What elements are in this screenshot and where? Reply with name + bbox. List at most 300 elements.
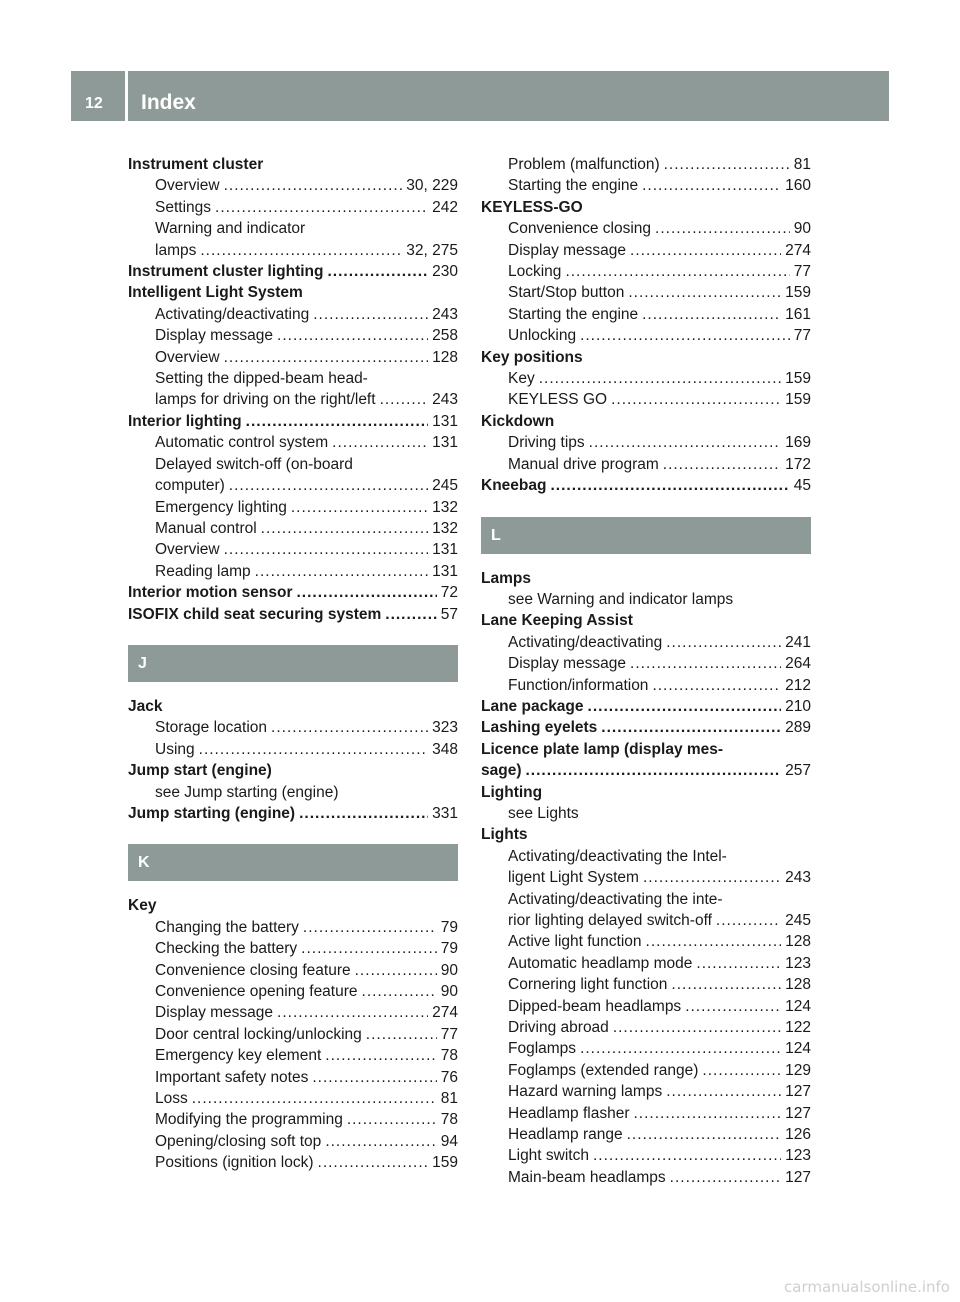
index-subentry[interactable] [128, 981, 458, 1002]
index-subentry[interactable] [128, 960, 458, 981]
index-subentry[interactable] [128, 347, 458, 368]
leader-dots [580, 1038, 781, 1059]
index-term: Automatic headlamp mode [508, 954, 693, 972]
index-subentry[interactable] [128, 1067, 458, 1088]
index-heading [128, 696, 458, 717]
leader-dots [643, 867, 781, 888]
index-subentry[interactable] [481, 218, 811, 239]
index-term: Automatic control system [155, 434, 329, 452]
index-term: Locking [508, 263, 562, 281]
leader-dots [255, 561, 428, 582]
page-reference[interactable]: 90 [440, 983, 458, 1000]
index-term: lamps [155, 241, 197, 259]
leader-dots [327, 261, 428, 282]
index-subentry[interactable] [128, 518, 458, 539]
index-term: Kneebag [481, 477, 547, 495]
index-term: Storage location [155, 719, 268, 737]
leader-dots [332, 432, 428, 453]
leader-dots [313, 304, 428, 325]
index-subentry[interactable] [481, 304, 811, 325]
leader-dots [611, 389, 781, 410]
index-term: Foglamps [508, 1040, 577, 1058]
page-reference[interactable]: 90 [440, 961, 458, 979]
index-term: Kickdown [481, 412, 555, 430]
index-term: Instrument cluster [128, 156, 264, 173]
leader-dots [192, 1088, 437, 1109]
index-term: Lighting [481, 783, 543, 801]
page-reference[interactable]: 289 [785, 719, 811, 737]
page-reference[interactable]: 123 [785, 1147, 811, 1165]
index-term: Cornering light function [508, 976, 668, 994]
index-heading [481, 568, 811, 589]
page-header [71, 71, 889, 121]
index-term: Key positions [481, 348, 583, 366]
leader-dots [550, 475, 789, 496]
page-reference[interactable]: 45 [793, 477, 811, 495]
page-reference[interactable]: 258 [432, 327, 458, 345]
page-reference[interactable]: 241 [785, 633, 811, 651]
index-subentry [128, 368, 458, 389]
leader-dots [685, 996, 781, 1017]
page-reference[interactable]: 94 [440, 1132, 458, 1150]
page-reference[interactable]: 57 [440, 605, 458, 623]
index-heading[interactable] [128, 582, 458, 603]
leader-dots [318, 1152, 429, 1173]
index-term: Driving tips [508, 434, 585, 452]
leader-dots [670, 1167, 781, 1188]
index-subentry [128, 454, 458, 475]
leader-dots [613, 1017, 781, 1038]
index-subentry[interactable] [481, 1103, 811, 1124]
index-subentry[interactable] [481, 653, 811, 674]
page-reference[interactable]: 78 [440, 1047, 458, 1065]
page-reference[interactable]: 323 [432, 719, 458, 737]
index-subentry[interactable] [481, 867, 811, 888]
leader-dots [663, 454, 781, 475]
index-subentry[interactable] [481, 368, 811, 389]
page-reference[interactable]: 274 [432, 1004, 458, 1022]
leader-dots [627, 1124, 782, 1145]
page-reference[interactable]: 128 [785, 933, 811, 951]
index-term: Loss [155, 1090, 188, 1108]
index-term: Reading lamp [155, 562, 251, 580]
leader-dots [229, 475, 428, 496]
index-subentry[interactable] [481, 261, 811, 282]
index-term: Delayed switch-off (on-board [155, 455, 353, 473]
leader-dots [312, 1067, 436, 1088]
index-heading[interactable] [128, 803, 458, 824]
section-letter-l: L [481, 517, 811, 554]
page-reference[interactable]: 245 [432, 477, 458, 495]
index-term: Jack [128, 697, 163, 715]
index-term: Problem (malfunction) [508, 156, 660, 173]
index-term: Manual control [155, 519, 257, 537]
leader-dots [261, 518, 428, 539]
index-term: Emergency lighting [155, 498, 287, 516]
index-subentry[interactable] [481, 282, 811, 303]
index-term: rior lighting delayed switch-off [508, 912, 712, 929]
index-term: Activating/deactivating the Intel- [508, 847, 727, 865]
page-reference[interactable]: 245 [785, 912, 811, 929]
page-reference[interactable]: 210 [785, 697, 811, 715]
page-reference[interactable]: 243 [785, 869, 811, 887]
index-subentry[interactable] [128, 1088, 458, 1109]
index-subentry[interactable] [128, 175, 458, 196]
index-subentry[interactable] [481, 1081, 811, 1102]
page-reference[interactable]: 132 [432, 519, 458, 537]
index-heading[interactable] [128, 261, 458, 282]
index-subentry[interactable] [481, 175, 811, 196]
page-reference[interactable]: 169 [785, 434, 811, 452]
index-heading[interactable] [481, 696, 811, 717]
index-term: Jump start (engine) [128, 762, 272, 780]
leader-dots [642, 175, 781, 196]
index-term: Important safety notes [155, 1068, 309, 1086]
index-subentry[interactable] [128, 739, 458, 760]
page-reference[interactable]: 127 [785, 1104, 811, 1122]
index-subentry[interactable] [481, 931, 811, 952]
index-subentry[interactable] [481, 675, 811, 696]
index-subentry[interactable] [481, 240, 811, 261]
index-term: Unlocking [508, 327, 577, 345]
page-reference[interactable]: 128 [432, 348, 458, 366]
leader-dots [291, 497, 428, 518]
index-heading [481, 824, 811, 845]
leader-dots [380, 389, 429, 410]
index-term: Main-beam headlamps [508, 1168, 666, 1186]
page-reference[interactable]: 159 [785, 284, 811, 302]
index-term: Driving abroad [508, 1019, 609, 1037]
leader-dots [355, 960, 437, 981]
index-subentry[interactable] [128, 497, 458, 518]
page-reference[interactable]: 161 [785, 305, 811, 323]
index-term: Convenience closing [508, 220, 652, 238]
page-reference[interactable]: 123 [785, 954, 811, 972]
index-term: see Warning and indicator lamps [508, 590, 734, 608]
leader-dots [589, 432, 781, 453]
watermark: carmanualsonline.info [784, 1278, 950, 1296]
index-term: KEYLESS GO [508, 391, 608, 409]
index-term: Overview [155, 348, 220, 366]
page-reference[interactable]: 212 [785, 676, 811, 694]
page-reference[interactable]: 77 [793, 263, 811, 281]
index-subentry[interactable] [481, 953, 811, 974]
leader-dots [601, 717, 781, 738]
index-term: ligent Light System [508, 869, 639, 887]
index-term: Foglamps (extended range) [508, 1061, 699, 1079]
index-subentry[interactable] [128, 938, 458, 959]
index-term: Display message [508, 241, 627, 259]
index-term: Start/Stop button [508, 284, 625, 302]
page-reference[interactable]: 127 [785, 1083, 811, 1101]
leader-dots [362, 981, 437, 1002]
page-reference[interactable]: 81 [793, 156, 811, 173]
index-term: Starting the engine [508, 305, 639, 323]
page-reference[interactable]: 160 [785, 177, 811, 195]
index-term: Changing the battery [155, 918, 299, 936]
index-term: Starting the engine [508, 177, 639, 195]
index-heading [481, 782, 811, 803]
leader-dots [671, 974, 781, 995]
index-term: Modifying the programming [155, 1111, 343, 1129]
page-reference[interactable]: 124 [785, 1040, 811, 1058]
section-letter-k: K [128, 844, 458, 881]
index-term: sage) [481, 762, 522, 780]
leader-dots [347, 1109, 437, 1130]
page-reference[interactable]: 78 [440, 1111, 458, 1129]
leader-dots [199, 739, 428, 760]
index-term: Activating/deactivating [508, 633, 663, 651]
index-term: Key [128, 897, 157, 915]
index-subentry[interactable] [128, 1024, 458, 1045]
page-reference[interactable]: 131 [432, 562, 458, 580]
index-term: Lashing eyelets [481, 719, 598, 737]
index-subentry[interactable] [481, 454, 811, 475]
page-reference[interactable]: 72 [440, 584, 458, 602]
leader-dots [539, 368, 781, 389]
leader-dots [215, 197, 428, 218]
index-subentry[interactable] [481, 154, 811, 175]
page-reference[interactable]: 274 [785, 241, 811, 259]
index-subentry[interactable] [128, 197, 458, 218]
index-subentry[interactable] [481, 910, 811, 931]
page-reference[interactable]: 77 [440, 1025, 458, 1043]
index-heading [481, 347, 811, 368]
index-subentry[interactable] [481, 1124, 811, 1145]
index-subentry[interactable] [128, 475, 458, 496]
index-subentry[interactable] [481, 432, 811, 453]
index-term: Jump starting (engine) [128, 804, 296, 822]
index-subentry[interactable] [128, 1131, 458, 1152]
index-term: Lane package [481, 697, 584, 715]
leader-dots [642, 304, 781, 325]
index-subentry[interactable] [481, 1038, 811, 1059]
index-subentry[interactable] [128, 240, 458, 261]
index-term: Positions (ignition lock) [155, 1154, 314, 1172]
leader-dots [277, 1002, 428, 1023]
index-subentry[interactable] [481, 996, 811, 1017]
page-reference[interactable]: 30, 229 [406, 177, 458, 195]
index-heading[interactable] [481, 717, 811, 738]
index-subentry[interactable] [128, 432, 458, 453]
index-term: Checking the battery [155, 940, 298, 958]
index-column-right [481, 154, 811, 1188]
leader-dots [565, 261, 789, 282]
index-subentry[interactable] [128, 1002, 458, 1023]
index-term: Opening/closing soft top [155, 1132, 322, 1150]
leader-dots [593, 1145, 781, 1166]
index-term: see Lights [508, 804, 579, 822]
page-reference[interactable]: 172 [785, 455, 811, 473]
leader-dots [696, 953, 781, 974]
index-heading [128, 895, 458, 916]
leader-dots [526, 760, 782, 781]
index-term: Key [508, 370, 535, 388]
index-term: computer) [155, 477, 225, 495]
leader-dots [655, 218, 790, 239]
index-subentry[interactable] [128, 717, 458, 738]
index-term: Licence plate lamp (display mes- [481, 740, 724, 758]
page-reference[interactable]: 127 [785, 1168, 811, 1186]
page-number: 12 [85, 95, 103, 112]
page-reference[interactable]: 242 [432, 198, 458, 216]
page-reference[interactable]: 159 [785, 391, 811, 409]
page-reference[interactable]: 128 [785, 976, 811, 994]
index-subentry[interactable] [128, 304, 458, 325]
index-heading [481, 411, 811, 432]
page-reference[interactable]: 32, 275 [406, 241, 458, 259]
index-subentry [128, 218, 458, 239]
index-subentry[interactable] [481, 325, 811, 346]
page-reference[interactable]: 76 [440, 1068, 458, 1086]
page-reference[interactable]: 124 [785, 997, 811, 1015]
page-reference[interactable]: 264 [785, 655, 811, 673]
page-reference[interactable]: 131 [432, 434, 458, 452]
leader-dots [325, 1131, 436, 1152]
index-heading [128, 154, 458, 175]
index-term: Settings [155, 198, 212, 216]
index-subentry[interactable] [481, 1167, 811, 1188]
index-subentry[interactable] [481, 389, 811, 410]
index-term: Active light function [508, 933, 642, 951]
index-heading [128, 282, 458, 303]
index-term: Intelligent Light System [128, 284, 303, 302]
index-term: Using [155, 740, 195, 758]
leader-dots [224, 175, 403, 196]
header-divider [125, 71, 128, 121]
index-term: Display message [155, 327, 274, 345]
index-term: Hazard warning lamps [508, 1083, 663, 1101]
leader-dots [633, 1103, 781, 1124]
leader-dots [664, 154, 790, 175]
leader-dots [246, 411, 428, 432]
index-heading [128, 760, 458, 781]
page-reference[interactable]: 243 [432, 305, 458, 323]
index-column-left [128, 154, 458, 1174]
page-reference[interactable]: 79 [440, 940, 458, 958]
index-subentry [481, 846, 811, 867]
page-reference[interactable]: 159 [785, 370, 811, 388]
index-subentry[interactable] [481, 1060, 811, 1081]
index-term: Manual drive program [508, 455, 659, 473]
index-term: Overview [155, 177, 220, 195]
page-reference[interactable]: 131 [432, 412, 458, 430]
page-reference[interactable]: 159 [432, 1154, 458, 1172]
page-reference[interactable]: 81 [440, 1090, 458, 1108]
index-term: Door central locking/unlocking [155, 1025, 362, 1043]
leader-dots [200, 240, 402, 261]
leader-dots [271, 717, 428, 738]
page-reference[interactable]: 126 [785, 1126, 811, 1144]
index-term: Function/information [508, 676, 649, 694]
leader-dots [588, 696, 782, 717]
leader-dots [666, 1081, 781, 1102]
index-subentry[interactable] [128, 389, 458, 410]
leader-dots [325, 1045, 436, 1066]
leader-dots [702, 1060, 781, 1081]
index-heading[interactable] [481, 475, 811, 496]
leader-dots [297, 582, 437, 603]
page-reference[interactable]: 79 [440, 918, 458, 936]
index-term: Lamps [481, 569, 531, 587]
leader-dots [277, 325, 428, 346]
index-term: Light switch [508, 1147, 589, 1165]
leader-dots [646, 931, 782, 952]
page-reference[interactable]: 122 [785, 1019, 811, 1037]
leader-dots [299, 803, 428, 824]
index-heading[interactable] [128, 604, 458, 625]
index-term: Convenience closing feature [155, 961, 351, 979]
index-subentry [481, 803, 811, 824]
leader-dots [652, 675, 781, 696]
index-subentry[interactable] [128, 539, 458, 560]
leader-dots [303, 917, 437, 938]
index-term: KEYLESS-GO [481, 198, 583, 216]
index-subentry[interactable] [481, 1017, 811, 1038]
index-term: Instrument cluster lighting [128, 263, 324, 281]
index-subentry[interactable] [128, 1109, 458, 1130]
index-subentry [481, 589, 811, 610]
leader-dots [301, 938, 437, 959]
index-heading[interactable] [481, 760, 811, 781]
index-term: Activating/deactivating [155, 305, 310, 323]
index-term: see Jump starting (engine) [155, 783, 339, 801]
index-subentry[interactable] [128, 1045, 458, 1066]
page-reference[interactable]: 257 [785, 762, 811, 780]
index-subentry[interactable] [481, 1145, 811, 1166]
leader-dots [385, 604, 436, 625]
index-term: lamps for driving on the right/left [155, 391, 376, 409]
index-subentry [481, 889, 811, 910]
index-subentry[interactable] [128, 325, 458, 346]
index-term: Display message [508, 655, 627, 673]
index-term: ISOFIX child seat securing system [128, 605, 382, 623]
index-subentry[interactable] [481, 632, 811, 653]
index-term: Convenience opening feature [155, 983, 358, 1000]
page-reference[interactable]: 129 [785, 1061, 811, 1079]
index-term: Headlamp range [508, 1126, 623, 1144]
leader-dots [224, 347, 429, 368]
index-subentry[interactable] [128, 917, 458, 938]
index-term: Lane Keeping Assist [481, 612, 633, 630]
page-reference[interactable]: 131 [432, 541, 458, 559]
index-term: Emergency key element [155, 1047, 322, 1065]
index-term: Activating/deactivating the inte- [508, 890, 723, 908]
page-reference[interactable]: 348 [432, 740, 458, 758]
index-subentry[interactable] [481, 974, 811, 995]
leader-dots [630, 240, 781, 261]
page-reference[interactable]: 331 [432, 804, 458, 822]
section-letter-j: J [128, 645, 458, 682]
page-reference[interactable]: 90 [793, 220, 811, 238]
leader-dots [224, 539, 429, 560]
index-term: Interior lighting [128, 412, 242, 430]
leader-dots [666, 632, 781, 653]
index-heading [481, 739, 811, 760]
leader-dots [580, 325, 790, 346]
page-reference[interactable]: 132 [432, 498, 458, 516]
index-term: Warning and indicator [155, 220, 306, 238]
page-reference[interactable]: 230 [432, 263, 458, 281]
index-term: Dipped-beam headlamps [508, 997, 682, 1015]
page-reference[interactable]: 243 [432, 391, 458, 409]
index-subentry[interactable] [128, 1152, 458, 1173]
index-heading[interactable] [128, 411, 458, 432]
index-term: Lights [481, 826, 528, 844]
index-term: Interior motion sensor [128, 584, 293, 602]
page-reference[interactable]: 77 [793, 327, 811, 345]
index-subentry[interactable] [128, 561, 458, 582]
